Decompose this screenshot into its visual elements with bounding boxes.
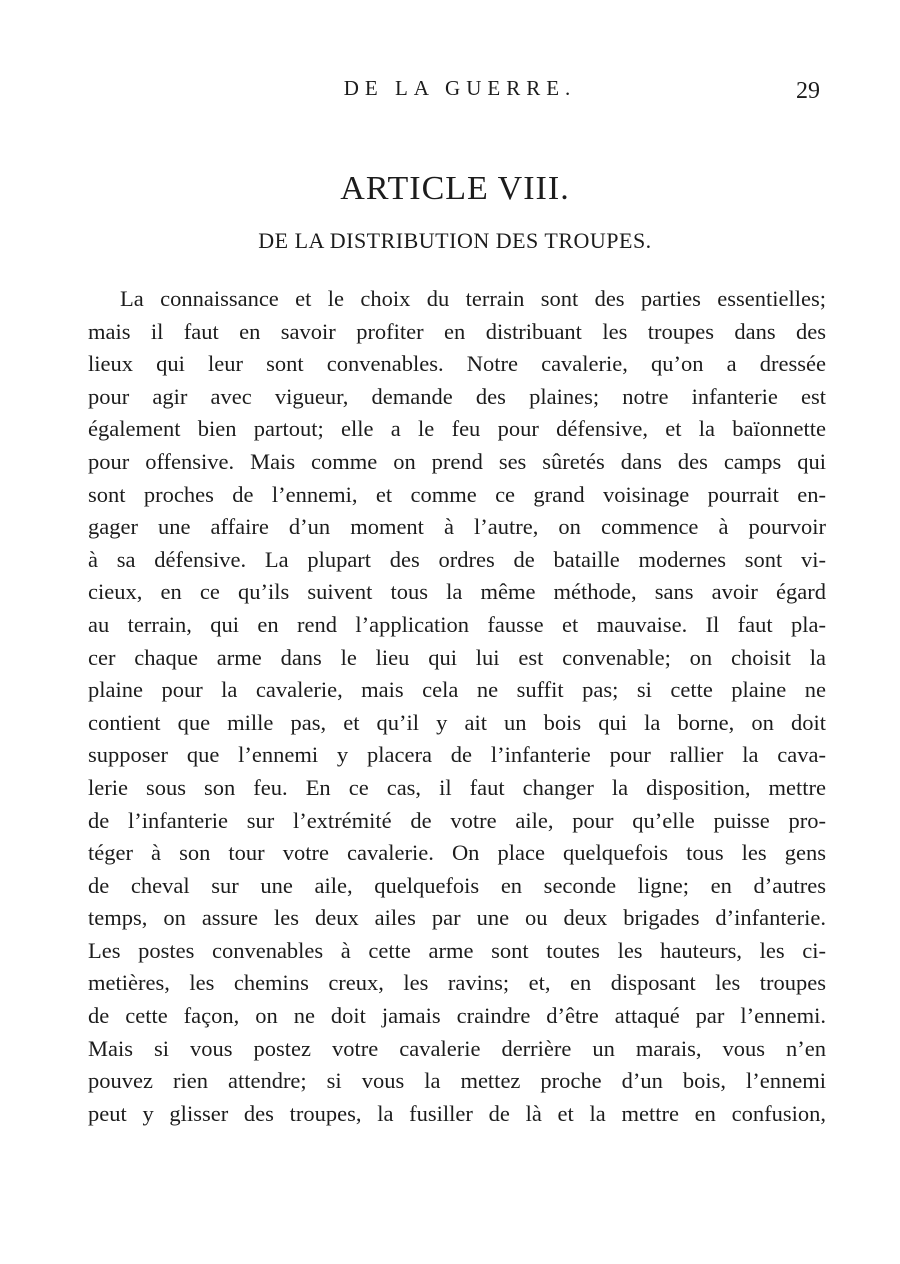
body-line: metières, les chemins creux, les ravins; et, en disposant les troupes: [88, 970, 826, 996]
body-line: supposer que l’ennemi y placera de l’infanterie pour rallier la cava-: [88, 742, 826, 768]
body-line: contient que mille pas, et qu’il y ait un bois qui la borne, on doit: [88, 709, 826, 735]
article-subheading: DE LA DISTRIBUTION DES TROUPES.: [258, 228, 652, 253]
body-line: Mais si vous postez votre cavalerie derrière un marais, vous n’en: [88, 1035, 826, 1061]
body-line: lerie sous son feu. En ce cas, il faut changer la disposition, mettre: [88, 774, 826, 800]
running-title: DE LA GUERRE.: [343, 76, 577, 100]
body-line: pour agir avec vigueur, demande des plaines; notre infanterie est: [88, 383, 826, 409]
body-line: au terrain, qui en rend l’application fausse et mauvaise. Il faut pla-: [88, 611, 826, 637]
body-line: temps, on assure les deux ailes par une ou deux brigades d’infanterie.: [88, 905, 826, 931]
article-heading: ARTICLE VIII.: [340, 170, 570, 207]
body-line: mais il faut en savoir profiter en distribuant les troupes dans des: [88, 318, 826, 344]
body-line: cer chaque arme dans le lieu qui lui est convenable; on choisit la: [88, 644, 826, 670]
body-line: sont proches de l’ennemi, et comme ce grand voisinage pourrait en-: [88, 481, 826, 507]
body-line: gager une affaire d’un moment à l’autre, on commence à pourvoir: [88, 514, 826, 540]
body-line: de cheval sur une aile, quelquefois en seconde ligne; en d’autres: [88, 872, 826, 898]
body-line: peut y glisser des troupes, la fusiller de là et la mettre en confusion,: [88, 1100, 826, 1126]
running-head: [0, 74, 900, 106]
body-line: de l’infanterie sur l’extrémité de votre aile, pour qu’elle puisse pro-: [88, 807, 826, 833]
body-paragraph: [88, 283, 826, 1130]
body-line: de cette façon, on ne doit jamais craindre d’être attaqué par l’ennemi.: [88, 1003, 826, 1029]
body-line: cieux, en ce qu’ils suivent tous la même méthode, sans avoir égard: [88, 579, 826, 605]
body-line: pour offensive. Mais comme on prend ses sûretés dans des camps qui: [88, 448, 826, 474]
body-line: pouvez rien attendre; si vous la mettez proche d’un bois, l’ennemi: [88, 1068, 826, 1094]
page-number: 29: [796, 78, 820, 104]
body-line: La connaissance et le choix du terrain sont des parties essentielles;: [120, 286, 826, 311]
body-line: téger à son tour votre cavalerie. On place quelquefois tous les gens: [88, 840, 826, 866]
body-line: plaine pour la cavalerie, mais cela ne suffit pas; si cette plaine ne: [88, 677, 826, 703]
body-line: lieux qui leur sont convenables. Notre cavalerie, qu’on a dressée: [88, 351, 826, 377]
body-line: à sa défensive. La plupart des ordres de bataille modernes sont vi-: [88, 546, 826, 572]
body-line: également bien partout; elle a le feu pour défensive, et la baïonnette: [88, 416, 826, 442]
body-line: Les postes convenables à cette arme sont toutes les hauteurs, les ci-: [88, 937, 826, 963]
